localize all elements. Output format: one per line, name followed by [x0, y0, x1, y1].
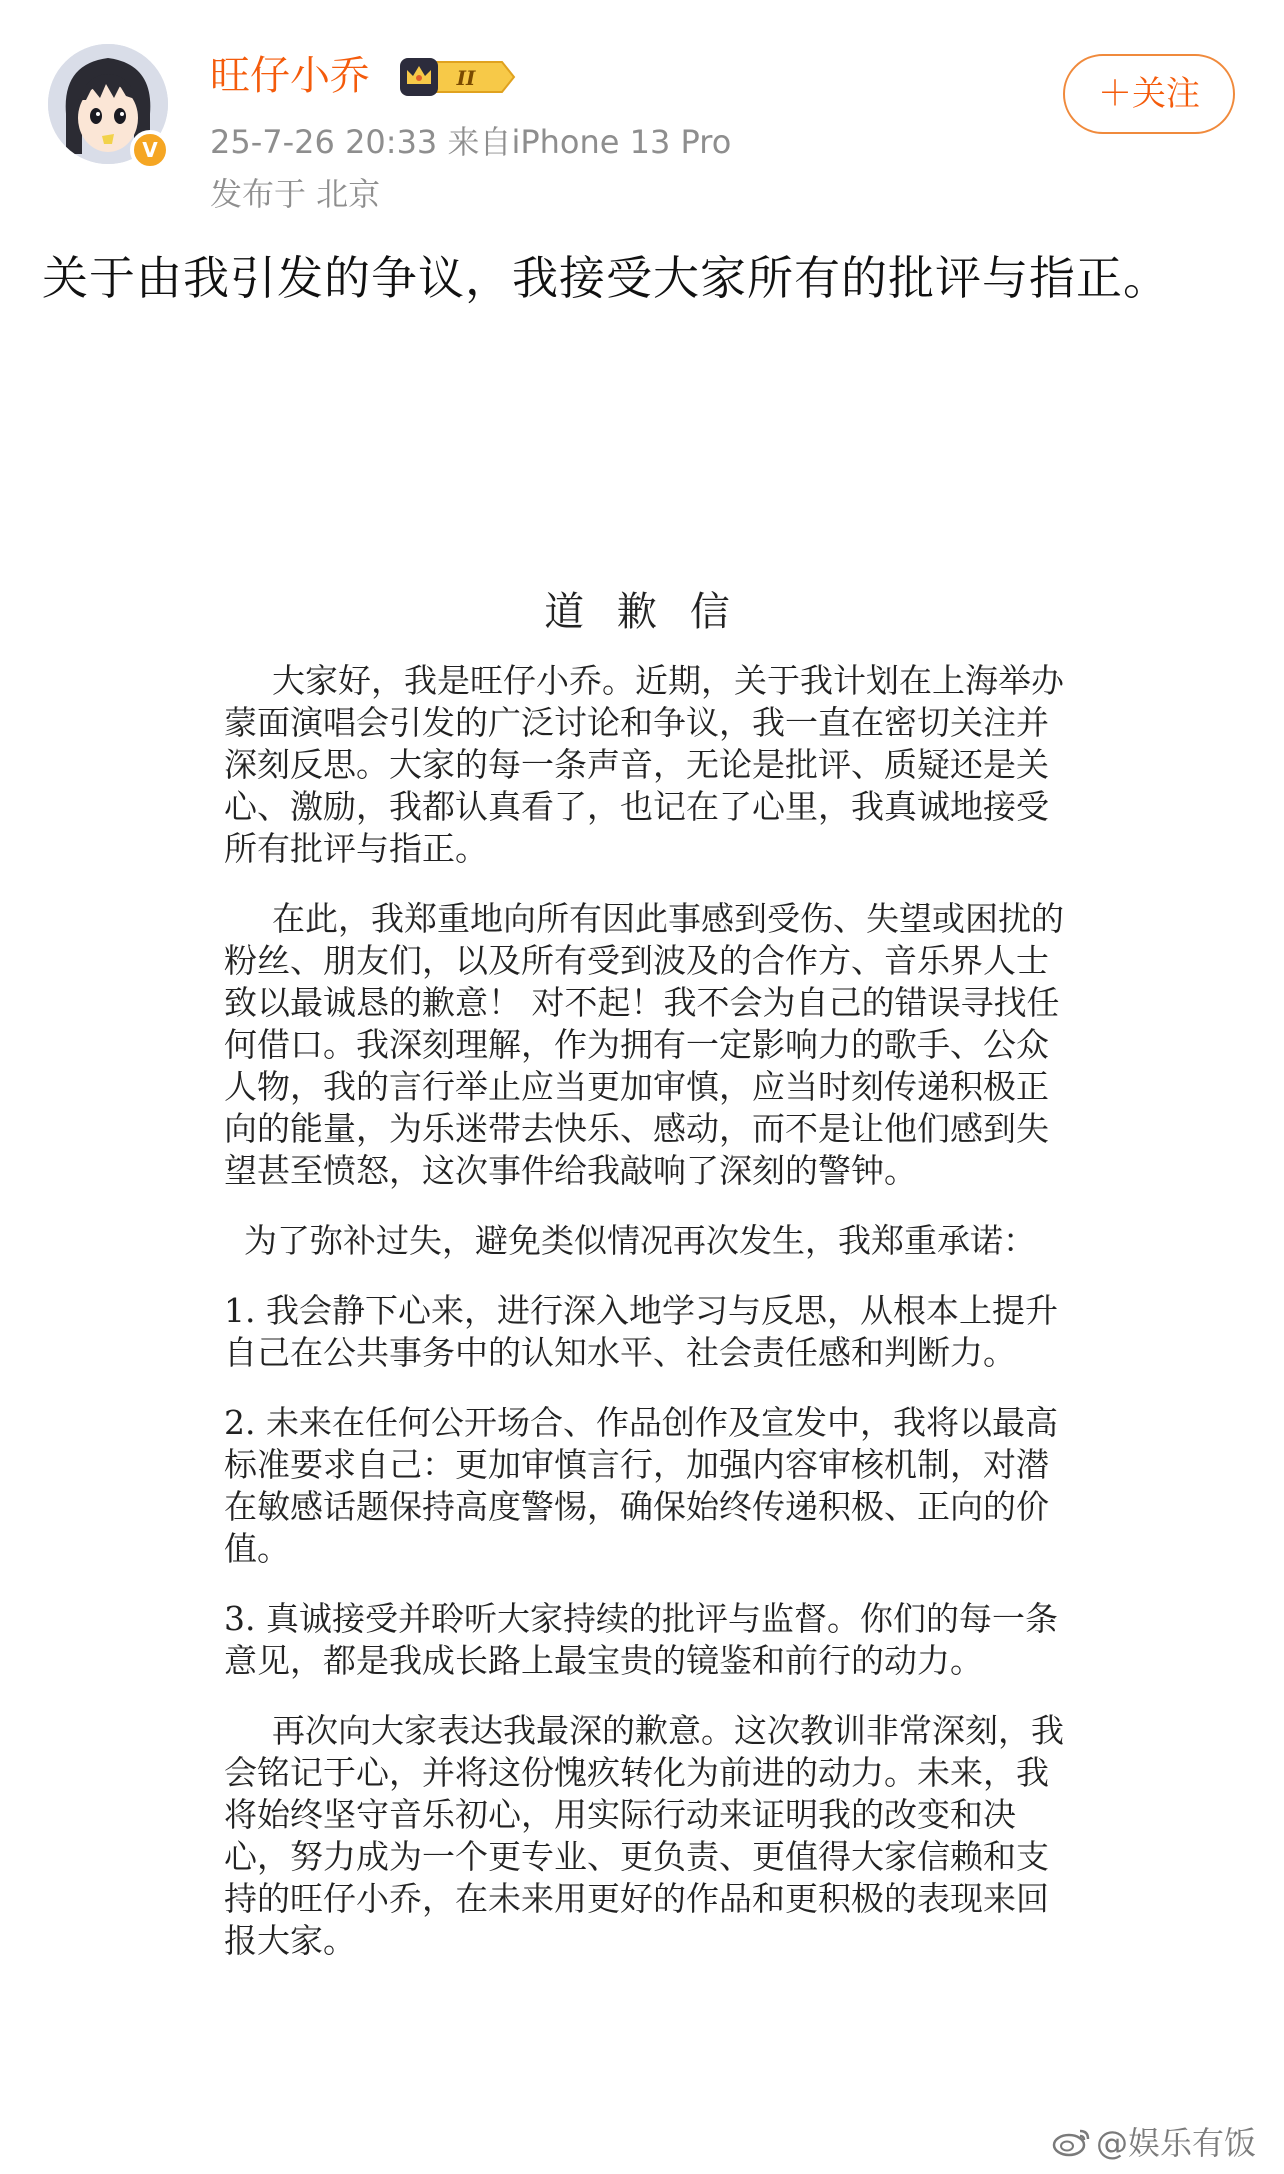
- letter-item-3: 3. 真诚接受并聆听大家持续的批评与监督。你们的每一条意见，都是我成长路上最宝贵的镜鉴和前行的动力。: [224, 1599, 1058, 1680]
- letter-title: 道 歉 信: [544, 589, 740, 635]
- post-location: 发布于 北京: [210, 175, 381, 213]
- verified-badge-icon: V: [130, 130, 170, 170]
- author-name[interactable]: 旺仔小乔: [210, 53, 370, 99]
- post-time-source: 25-7-26 20:33 来自iPhone 13 Pro: [210, 123, 732, 161]
- post-text: 关于由我引发的争议，我接受大家所有的批评与指正。: [42, 251, 1170, 305]
- vip-level-text: II: [456, 66, 476, 90]
- letter-item-1: 1. 我会静下心来，进行深入地学习与反思，从根本上提升自己在公共事务中的认知水平、社会责任感和判断力。: [224, 1291, 1058, 1372]
- letter-item-2: 2. 未来在任何公开场合、作品创作及宣发中，我将以最高标准要求自己：更加审慎言行，加强内容审核机制，对潜在敏感话题保持高度警惕，确保始终传递积极、正向的价值。: [224, 1403, 1058, 1568]
- apology-letter-image[interactable]: [0, 520, 1284, 2174]
- watermark-text: @娱乐有饭: [1096, 2124, 1257, 2162]
- crown-vip-icon[interactable]: [398, 54, 516, 100]
- letter-body: [224, 660, 1064, 1990]
- letter-paragraph-2: 在此，我郑重地向所有因此事感到受伤、失望或困扰的粉丝、朋友们，以及所有受到波及的合作方、音乐界人士致以最诚恳的歉意！ 对不起！我不会为自己的错误寻找任何借口。我深刻理解，作为拥有一定影响力的歌手、公众人物，我的言行举止应当更加审慎，应当时刻传递积极正向的能量，为乐迷带去快乐、感动，而不是让他们感到失望甚至愤怒，这次事件给我敲响了深刻的警钟。: [224, 899, 1064, 1190]
- letter-paragraph-3: 为了弥补过失，避免类似情况再次发生，我郑重承诺：: [244, 1221, 1036, 1260]
- follow-button[interactable]: ＋关注: [1063, 54, 1235, 134]
- weibo-logo-icon: [1052, 2125, 1092, 2165]
- letter-paragraph-4: 再次向大家表达我最深的歉意。这次教训非常深刻，我会铭记于心，并将这份愧疚转化为前进的动力。未来，我将始终坚守音乐初心，用实际行动来证明我的改变和决心，努力成为一个更专业、更负责、更值得大家信赖和支持的旺仔小乔，在未来用更好的作品和更积极的表现来回报大家。: [224, 1711, 1064, 1960]
- watermark: [1052, 2118, 1256, 2165]
- letter-paragraph-1: 大家好，我是旺仔小乔。近期，关于我计划在上海举办蒙面演唱会引发的广泛讨论和争议，我一直在密切关注并深刻反思。大家的每一条声音，无论是批评、质疑还是关心、激励，我都认真看了，也记在了心里，我真诚地接受所有批评与指正。: [224, 661, 1064, 868]
